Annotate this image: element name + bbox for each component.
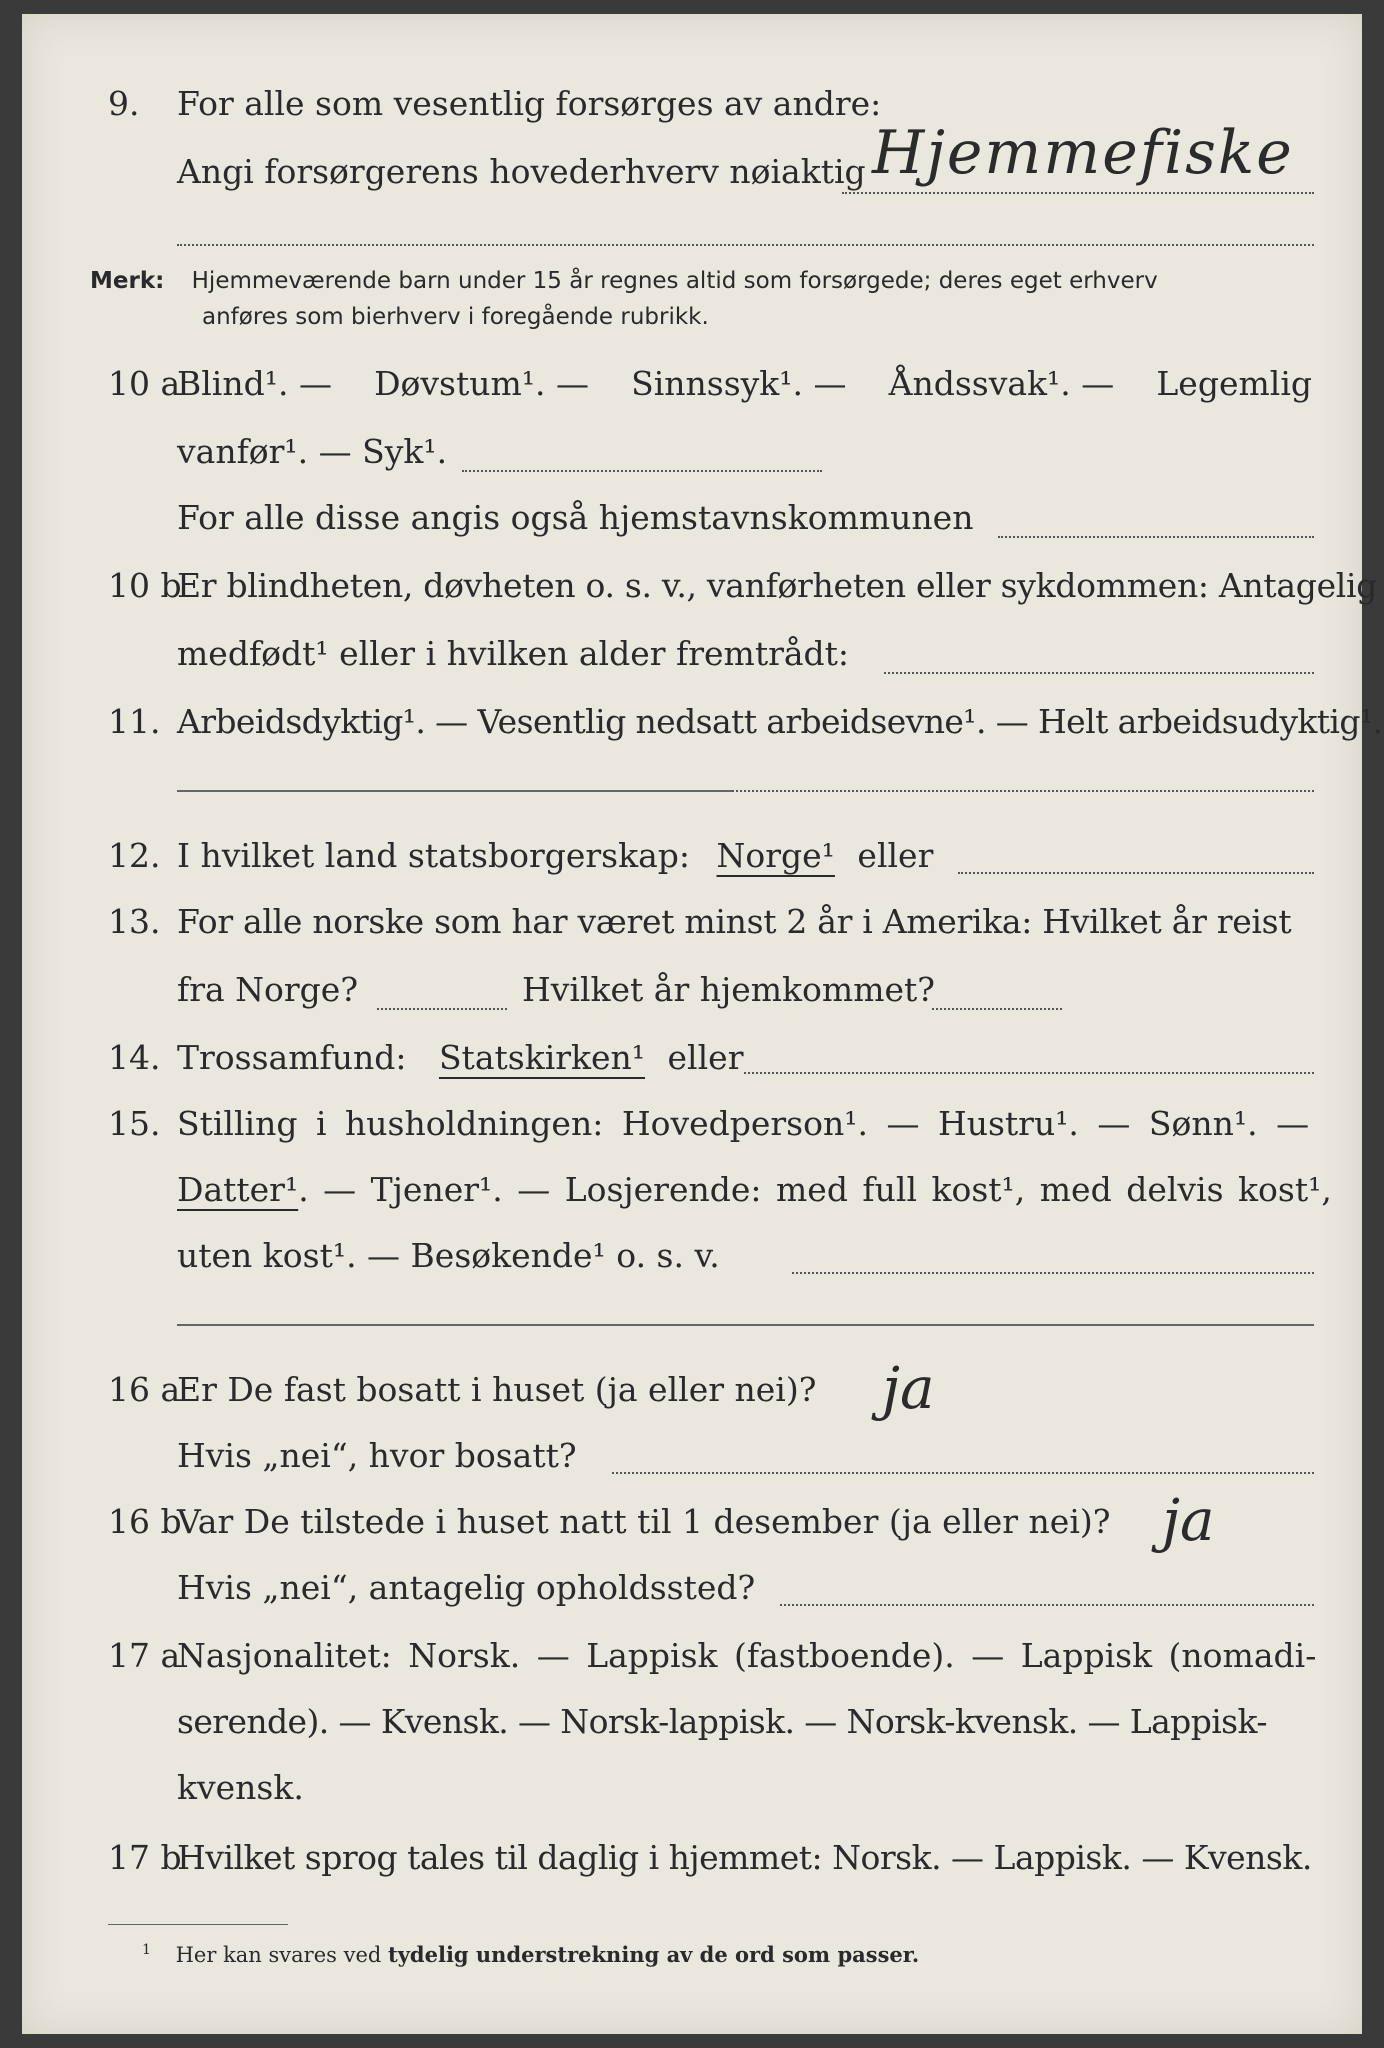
q17a-options-3: kvensk. [177,1768,304,1807]
q9-number: 9. [108,84,140,123]
q9-question: For alle som vesentlig forsørges av andre: [177,84,882,123]
footnote-bold-text: tydelig understrekning av de ord som passer. [388,1942,920,1967]
q16b-answer-line[interactable] [780,1604,1314,1606]
q17a-number: 17 a [108,1636,181,1675]
q11-row [22,702,1383,762]
merk-label: Merk: [90,268,165,294]
merk-text-1: Hjemmeværende barn under 15 år regnes altid som forsørgede; deres eget erhverv [191,268,1158,294]
q9-extra-line[interactable] [177,244,1314,246]
q15-separator [177,1324,1314,1326]
q15-number: 15. [108,1104,161,1143]
q13-hjemkommet-line[interactable] [932,1008,1062,1010]
q10a-vanfor-syk: vanfør¹. — Syk¹. [177,432,448,471]
q16b-handwritten-answer: ja [1162,1486,1215,1554]
q17a-row-3 [22,1768,1362,1828]
q15-choice-datter[interactable]: Datter¹ [177,1170,299,1209]
q15-row-2 [22,1170,1362,1230]
q10a-option-sinnssyk: Sinnssyk¹. — [631,364,847,403]
q10b-question: Er blindheten, døvheten o. s. v., vanførheten eller sykdommen: Antagelig [177,566,1378,605]
q10b-row-2 [22,634,1362,694]
q10b-row-1 [22,566,1378,626]
q17b-options: Hvilket sprog tales til daglig i hjemmet: Norsk. — Lappisk. — Kvensk. [177,1838,1312,1877]
q16b-question: Var De tilstede i huset natt til 1 desember (ja eller nei)? [177,1502,1111,1541]
footnote-mark: 1 [142,1942,151,1958]
q15-options-3: uten kost¹. — Besøkende¹ o. s. v. [177,1236,720,1275]
q11-options: Arbeidsdyktig¹. — Vesentlig nedsatt arbeidsevne¹. — Helt arbeidsudyktig¹. [177,702,1383,741]
q14-answer-line[interactable] [744,1072,1314,1074]
q16a-handwritten-answer: ja [882,1354,935,1422]
q10a-option-dovstum: Døvstum¹. — [374,364,589,403]
merk-note-line-1 [90,268,1158,294]
q9-occupation-label: Angi forsørgerens hovederhverv nøiaktig [177,152,866,191]
q10a-row-2 [22,432,1362,492]
q14-line [177,1038,743,1077]
q13-number: 13. [108,902,161,941]
q16a-row-1 [22,1370,1362,1430]
q12-line [177,836,933,875]
merk-text-2: anføres som bierhverv i foregående rubrikk. [202,304,709,330]
q11-number: 11. [108,702,161,741]
footnote-text: Her kan svares ved [175,1943,382,1967]
q10b-number: 10 b [108,566,182,605]
q14-eller: eller [667,1038,744,1077]
q16a-number: 16 a [108,1370,181,1409]
q12-number: 12. [108,836,161,875]
q10a-option-andssvak: Åndssvak¹. — [888,364,1115,403]
census-form-page [22,14,1383,2034]
q10a-number: 10 a [108,364,181,403]
q16a-row-2 [22,1436,1362,1496]
q16a-answer-line[interactable] [612,1472,1314,1474]
q10a-hjemstavn-line[interactable] [998,536,1314,538]
q14-question: Trossamfund: [177,1038,407,1077]
q15-answer-line[interactable] [792,1272,1314,1274]
q10a-hjemstavn-label: For alle disse angis også hjemstavnskommunen [177,498,974,537]
q11-separator-right [732,790,1314,792]
q17b-row [22,1838,1362,1898]
q10a-options [177,364,1312,403]
q15-line-2 [177,1170,1332,1209]
q16b-row-2 [22,1568,1362,1628]
footnote-rule [108,1924,288,1925]
q17a-options-2: serende). — Kvensk. — Norsk-lappisk. — Norsk-kvensk. — Lappisk- [177,1702,1267,1741]
q17b-number: 17 b [108,1838,182,1877]
q10a-option-blind: Blind¹. — [177,364,332,403]
q16a-bosatt-label: Hvis „nei“, hvor bosatt? [177,1436,577,1475]
q10b-alder-label: medfødt¹ eller i hvilken alder fremtrådt: [177,634,850,673]
q10a-answer-line[interactable] [462,470,822,472]
q15-options-2: . — Tjener¹. — Losjerende: med full kost¹, med delvis kost¹, [298,1170,1332,1209]
q14-number: 14. [108,1038,161,1077]
q16b-number: 16 b [108,1502,182,1541]
q15-row-1 [22,1104,1362,1164]
q12-question: I hvilket land statsborgerskap: [177,836,691,875]
q13-hjemkommet-label: Hvilket år hjemkommet? [522,970,935,1009]
q13-reist-line[interactable] [377,1008,507,1010]
q10a-row-1 [22,364,1362,424]
q9-handwritten-answer: Hjemmefiske [872,118,1294,188]
q14-row [22,1038,1362,1098]
q17a-options-1: Nasjonalitet: Norsk. — Lappisk (fastboende). — Lappisk (nomadi- [177,1636,1317,1675]
q16b-opholdssted-label: Hvis „nei“, antagelig opholdssted? [177,1568,756,1607]
q13-question: For alle norske som har været minst 2 år i Amerika: Hvilket år reist [177,902,1292,941]
q16a-question: Er De fast bosatt i huset (ja eller nei)? [177,1370,817,1409]
q9-answer-line[interactable] [842,192,1314,194]
q10a-row-3 [22,498,1362,558]
q10a-option-legemlig: Legemlig [1156,364,1312,403]
footnote [142,1942,919,1967]
q17a-row-1 [22,1636,1362,1696]
q12-answer-line[interactable] [958,872,1314,874]
q12-eller: eller [857,836,934,875]
q15-row-3 [22,1236,1362,1296]
q12-row [22,836,1362,896]
q13-row-2 [22,970,1362,1030]
q14-choice-statskirken[interactable]: Statskirken¹ [438,1038,646,1077]
q15-question: Stilling i husholdningen: Hovedperson¹. — Hustru¹. — Sønn¹. — [177,1104,1310,1143]
q12-choice-norge[interactable]: Norge¹ [716,836,835,875]
q11-separator-left [177,790,732,792]
q17a-row-2 [22,1702,1362,1762]
q13-reist-label: fra Norge? [177,970,359,1009]
q13-row-1 [22,902,1362,962]
q16b-row-1 [22,1502,1362,1562]
q10b-answer-line[interactable] [884,672,1314,674]
